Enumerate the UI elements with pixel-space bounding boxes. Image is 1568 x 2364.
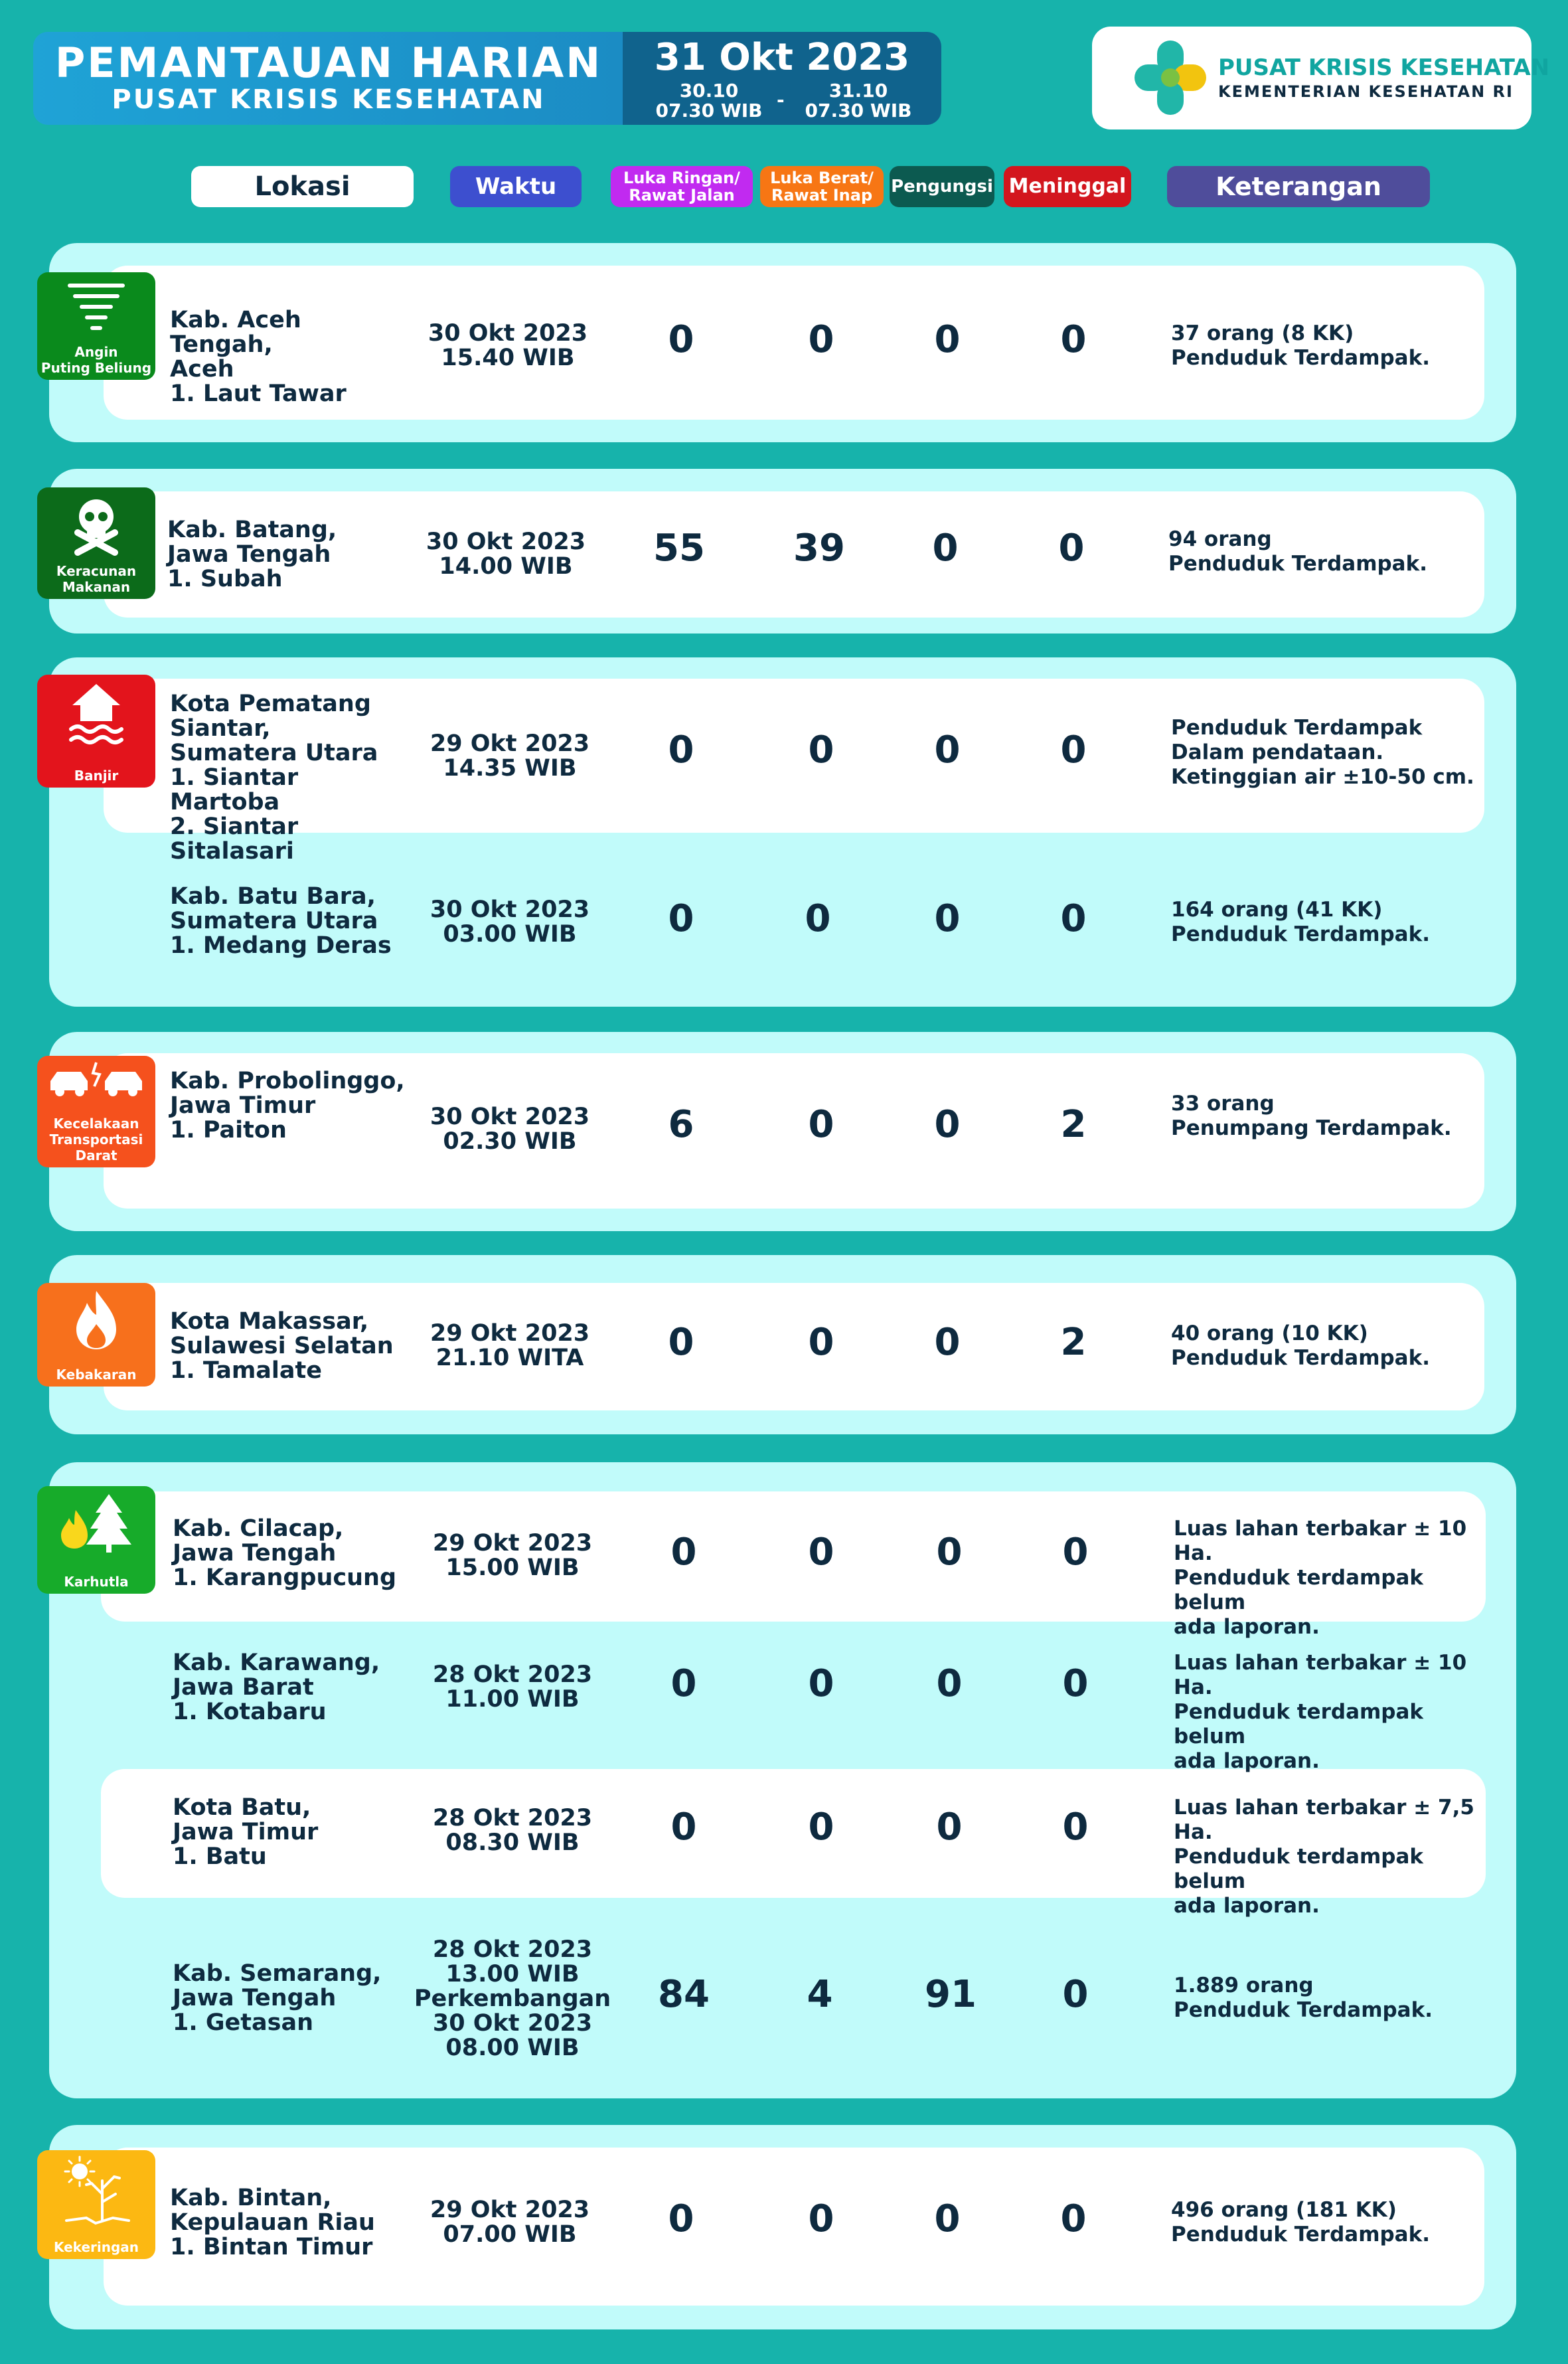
report-date: 31 Okt 2023 <box>654 36 910 79</box>
luka-ringan-value: 0 <box>668 728 694 772</box>
range-start <box>649 81 769 121</box>
range-start-time: 07.30 WIB <box>655 100 763 122</box>
luka-ringan-value: 0 <box>668 897 694 940</box>
event-location: Kab. Batang, Jawa Tengah 1. Subah <box>167 517 337 592</box>
fire-icon <box>70 1287 123 1353</box>
event-note: 94 orang Penduduk Terdampak. <box>1168 527 1427 576</box>
luka-ringan-value: 0 <box>670 1806 697 1849</box>
header-title-box <box>33 32 624 125</box>
pengungsi-value: 0 <box>934 1321 961 1364</box>
pengungsi-value: 0 <box>936 1806 963 1849</box>
luka-berat-value: 0 <box>808 1103 834 1146</box>
luka-ringan-value: 55 <box>653 527 705 570</box>
luka-berat-value: 39 <box>793 527 845 570</box>
event-note: Penduduk Terdampak Dalam pendataan. Ketinggian air ±10-50 cm. <box>1171 716 1474 789</box>
range-end-time: 07.30 WIB <box>805 100 912 122</box>
meninggal-value: 0 <box>1060 897 1087 940</box>
logo-org: KEMENTERIAN KESEHATAN RI <box>1218 82 1514 101</box>
column-luka-ringan: Luka Ringan/ Rawat Jalan <box>611 166 753 207</box>
event-location: Kota Pematang Siantar, Sumatera Utara 1. Siantar Martoba 2. Siantar Sitalasari <box>170 691 378 865</box>
meninggal-value: 0 <box>1062 1662 1089 1705</box>
event-time: 29 Okt 2023 07.00 WIB <box>430 2197 590 2248</box>
pengungsi-value: 0 <box>934 318 961 361</box>
luka-ringan-value: 0 <box>668 318 694 361</box>
event-location: Kota Makassar, Sulawesi Selatan 1. Tamalate <box>170 1308 394 1384</box>
page-title: PEMANTAUAN HARIAN <box>54 39 603 87</box>
meninggal-value: 0 <box>1060 728 1087 772</box>
tornado-icon <box>63 276 129 339</box>
luka-berat-value: 0 <box>808 1662 834 1705</box>
column-meninggal: Meninggal <box>1004 166 1131 207</box>
event-location: Kab. Batu Bara, Sumatera Utara 1. Medang Deras <box>170 883 392 959</box>
event-type-label: Kebakaran <box>56 1367 137 1383</box>
event-time: 28 Okt 2023 11.00 WIB <box>432 1661 593 1713</box>
meninggal-value: 0 <box>1062 1973 1089 2016</box>
event-type-badge <box>37 675 155 788</box>
column-pengungsi: Pengungsi <box>890 166 994 207</box>
event-type-label: Kekeringan <box>53 2239 139 2255</box>
event-note: Luas lahan terbakar ± 10 Ha. Penduduk terdampak belum ada laporan. <box>1174 1517 1467 1639</box>
logo <box>1092 27 1550 129</box>
pengungsi-value: 0 <box>936 1662 963 1705</box>
pengungsi-value: 0 <box>934 2197 961 2240</box>
logo-mark-icon <box>1132 37 1212 120</box>
luka-ringan-value: 0 <box>670 1662 697 1705</box>
event-type-label: Keracunan Makanan <box>56 563 137 595</box>
skull-icon <box>63 491 129 558</box>
luka-ringan-value: 84 <box>658 1973 710 2016</box>
event-type-label: Kecelakaan Transportasi Darat <box>49 1116 143 1163</box>
event-type-label: Angin Puting Beliung <box>40 344 152 376</box>
pengungsi-value: 91 <box>925 1973 977 2016</box>
event-time: 30 Okt 2023 02.30 WIB <box>430 1104 590 1155</box>
pengungsi-value: 0 <box>932 527 959 570</box>
event-type-badge <box>37 1056 155 1167</box>
event-note: 496 orang (181 KK) Penduduk Terdampak. <box>1171 2198 1430 2246</box>
luka-ringan-value: 0 <box>668 2197 694 2240</box>
column-keterangan: Keterangan <box>1167 166 1430 207</box>
luka-ringan-value: 0 <box>670 1531 697 1574</box>
event-time: 30 Okt 2023 03.00 WIB <box>430 896 590 948</box>
pengungsi-value: 0 <box>934 728 961 772</box>
event-time: 29 Okt 2023 15.00 WIB <box>432 1530 593 1581</box>
luka-berat-value: 4 <box>807 1973 833 2016</box>
event-type-label: Banjir <box>74 768 119 784</box>
event-note: 40 orang (10 KK) Penduduk Terdampak. <box>1171 1321 1430 1370</box>
event-type-badge <box>37 1486 155 1594</box>
event-location: Kab. Cilacap, Jawa Tengah 1. Karangpucung <box>173 1515 397 1591</box>
event-type-badge <box>37 1283 155 1387</box>
event-note: Luas lahan terbakar ± 7,5 Ha. Penduduk terdampak belum ada laporan. <box>1174 1796 1474 1918</box>
event-type-badge <box>37 2150 155 2259</box>
event-note: 33 orang Penumpang Terdampak. <box>1171 1092 1452 1140</box>
event-type-badge <box>37 272 155 380</box>
meninggal-value: 0 <box>1062 1531 1089 1574</box>
logo-name: PUSAT KRISIS KESEHATAN <box>1218 54 1550 81</box>
luka-ringan-value: 0 <box>668 1321 694 1364</box>
luka-berat-value: 0 <box>808 1806 834 1849</box>
range-start-date: 30.10 <box>679 80 739 102</box>
meninggal-value: 0 <box>1062 1806 1089 1849</box>
meninggal-value: 0 <box>1058 527 1085 570</box>
pengungsi-value: 0 <box>936 1531 963 1574</box>
event-location: Kab. Aceh Tengah, Aceh 1. Laut Tawar <box>170 307 347 407</box>
event-type-badge <box>37 487 155 599</box>
header-date-box <box>623 32 941 125</box>
event-note: 164 orang (41 KK) Penduduk Terdampak. <box>1171 898 1430 946</box>
column-waktu: Waktu <box>450 166 582 207</box>
meninggal-value: 0 <box>1060 2197 1087 2240</box>
range-separator: - <box>777 89 785 111</box>
event-time: 28 Okt 2023 13.00 WIB Perkembangan 30 Okt 2023 08.00 WIB <box>414 1936 611 2061</box>
event-time: 30 Okt 2023 15.40 WIB <box>428 320 588 371</box>
event-note: 37 orang (8 KK) Penduduk Terdampak. <box>1171 321 1430 370</box>
forest-fire-icon <box>53 1490 139 1557</box>
event-location: Kab. Bintan, Kepulauan Riau 1. Bintan Timur <box>170 2185 375 2260</box>
event-location: Kota Batu, Jawa Timur 1. Batu <box>173 1794 319 1870</box>
column-lokasi: Lokasi <box>191 166 414 207</box>
luka-ringan-value: 6 <box>668 1103 694 1146</box>
event-time: 28 Okt 2023 08.30 WIB <box>432 1805 593 1856</box>
event-note: 1.889 orang Penduduk Terdampak. <box>1174 1974 1433 2022</box>
car-crash-icon <box>46 1060 146 1106</box>
flood-icon <box>63 679 129 748</box>
event-note: Luas lahan terbakar ± 10 Ha. Penduduk terdampak belum ada laporan. <box>1174 1651 1467 1773</box>
luka-berat-value: 0 <box>808 1321 834 1364</box>
meninggal-value: 2 <box>1060 1321 1087 1364</box>
event-location: Kab. Probolinggo, Jawa Timur 1. Paiton <box>170 1068 405 1143</box>
luka-berat-value: 0 <box>805 897 831 940</box>
range-end <box>799 81 918 121</box>
luka-berat-value: 0 <box>808 1531 834 1574</box>
event-time: 29 Okt 2023 21.10 WITA <box>430 1320 590 1371</box>
meninggal-value: 2 <box>1060 1103 1087 1146</box>
luka-berat-value: 0 <box>808 318 834 361</box>
event-time: 30 Okt 2023 14.00 WIB <box>426 529 586 580</box>
page-subtitle: PUSAT KRISIS KESEHATAN <box>112 84 546 115</box>
column-luka-berat: Luka Berat/ Rawat Inap <box>760 166 884 207</box>
meninggal-value: 0 <box>1060 318 1087 361</box>
pengungsi-value: 0 <box>934 1103 961 1146</box>
pengungsi-value: 0 <box>934 897 961 940</box>
luka-berat-value: 0 <box>808 2197 834 2240</box>
drought-icon <box>60 2154 133 2227</box>
event-location: Kab. Karawang, Jawa Barat 1. Kotabaru <box>173 1649 380 1725</box>
range-end-date: 31.10 <box>828 80 888 102</box>
luka-berat-value: 0 <box>808 728 834 772</box>
event-time: 29 Okt 2023 14.35 WIB <box>430 730 590 782</box>
event-location: Kab. Semarang, Jawa Tengah 1. Getasan <box>173 1960 382 2036</box>
event-type-label: Karhutla <box>64 1574 129 1590</box>
